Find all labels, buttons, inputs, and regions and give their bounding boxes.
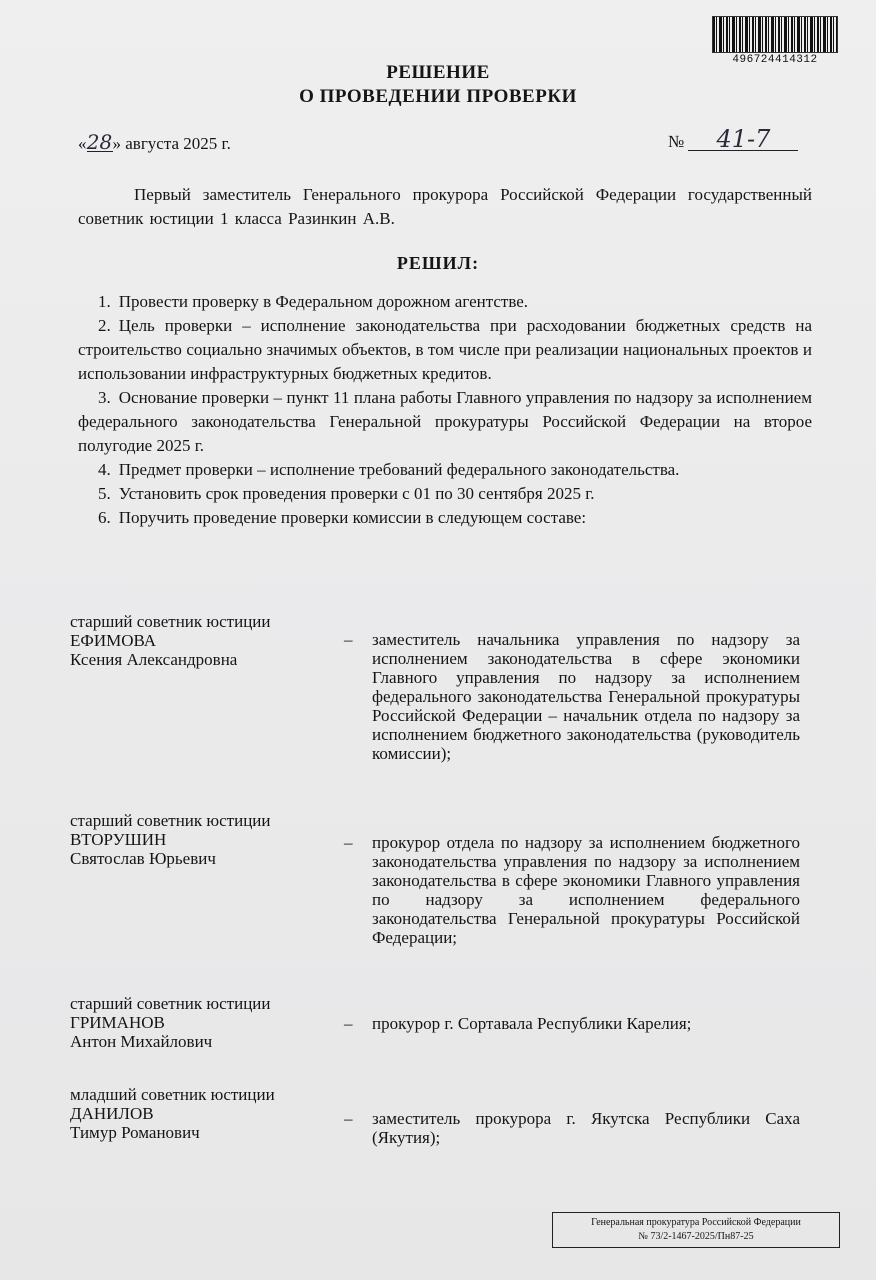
member-rank-block bbox=[70, 994, 340, 1051]
member-surname: ЕФИМОВА bbox=[70, 631, 157, 650]
document-subtitle: О ПРОВЕДЕНИИ ПРОВЕРКИ bbox=[299, 86, 577, 107]
decision-item: 1. Провести проверку в Федеральном дорожном агентстве. bbox=[98, 292, 529, 311]
number-label: № bbox=[668, 132, 685, 151]
decision-items bbox=[78, 290, 812, 530]
member-dash: – bbox=[344, 630, 353, 649]
member-surname: ГРИМАНОВ bbox=[70, 1013, 165, 1032]
member-rank: младший советник юстиции bbox=[70, 1085, 275, 1104]
member-surname: ВТОРУШИН bbox=[70, 830, 167, 849]
member-description: заместитель прокурора г. Якутска Республики Саха (Якутия); bbox=[372, 1109, 800, 1147]
date-rest: » августа 2025 г. bbox=[112, 134, 231, 153]
decision-item: 4. Предмет проверки – исполнение требований федерального законодательства. bbox=[98, 460, 680, 479]
registration-stamp bbox=[552, 1212, 840, 1248]
decision-item: 2. Цель проверки – исполнение законодательства при расходовании бюджетных средств на строительство социально значимых объектов, в том числе при реализации национальных проектов и использовании инфраструктурных бюджетных кредитов. bbox=[78, 316, 812, 383]
member-rank-block bbox=[70, 811, 340, 868]
member-name: Тимур Романович bbox=[70, 1123, 200, 1142]
document-title: РЕШЕНИЕ bbox=[386, 62, 490, 83]
member-rank-block bbox=[70, 1085, 340, 1142]
member-description: прокурор отдела по надзору за исполнением бюджетного законодательства управления по надзору за исполнением законодательства в сфере экономики Главного управления по надзору за исполнением федерального законодательства Генеральной прокуратуры Российской Федерации; bbox=[372, 833, 800, 947]
barcode-bars bbox=[712, 16, 838, 53]
member-rank: старший советник юстиции bbox=[70, 612, 271, 631]
decision-item: 5. Установить срок проведения проверки с 01 по 30 сентября 2025 г. bbox=[98, 484, 595, 503]
member-description: прокурор г. Сортавала Республики Карелия; bbox=[372, 1014, 692, 1033]
member-dash: – bbox=[344, 1014, 353, 1033]
date-open-quote: « bbox=[78, 134, 87, 153]
document-date bbox=[78, 130, 231, 154]
barcode bbox=[712, 16, 838, 66]
number-value: 41-7 bbox=[688, 128, 798, 151]
stamp-org: Генеральная прокуратура Российской Федерации bbox=[591, 1217, 801, 1228]
member-surname: ДАНИЛОВ bbox=[70, 1104, 154, 1123]
decision-item: 6. Поручить проведение проверки комиссии в следующем составе: bbox=[98, 508, 587, 527]
decision-item: 3. Основание проверки – пункт 11 плана работы Главного управления по надзору за исполнением федерального законодательства Генеральной прокуратуры Российской Федерации на второе полугодие 2025 г. bbox=[78, 388, 812, 455]
stamp-number: № 73/2-1467-2025/Пн87-25 bbox=[638, 1231, 754, 1242]
intro-paragraph: Первый заместитель Генерального прокурора Российской Федерации государственный советник юстиции 1 класса Разинкин А.В. bbox=[78, 185, 812, 228]
member-name: Святослав Юрьевич bbox=[70, 849, 216, 868]
member-name: Антон Михайлович bbox=[70, 1032, 213, 1051]
document-number bbox=[668, 125, 798, 153]
member-name: Ксения Александровна bbox=[70, 650, 238, 669]
member-dash: – bbox=[344, 833, 353, 852]
member-rank-block bbox=[70, 612, 340, 669]
barcode-number: 496724414312 bbox=[732, 54, 818, 66]
resolved-heading: РЕШИЛ: bbox=[396, 253, 480, 273]
member-rank: старший советник юстиции bbox=[70, 811, 271, 830]
date-day: 28 bbox=[86, 130, 113, 154]
member-dash: – bbox=[344, 1109, 353, 1128]
member-rank: старший советник юстиции bbox=[70, 994, 271, 1013]
member-description: заместитель начальника управления по надзору за исполнением законодательства в сфере экономики Главного управления по надзору за исполнением федерального законодательства Генеральной прокуратуры Российской Федерации – начальник отдела по надзору за исполнением бюджетного законодательства (руководитель комиссии); bbox=[372, 630, 800, 763]
